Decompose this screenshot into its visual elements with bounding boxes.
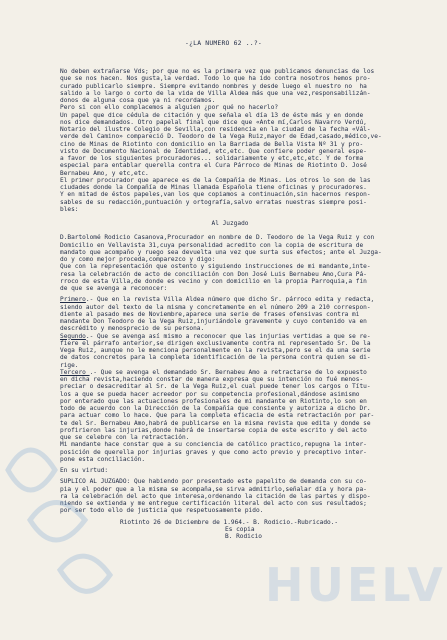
text-line: que se celebre con la retractación. [60, 434, 190, 441]
text-line: por ser todo ello de justicia que respetuosamente pido. [60, 507, 264, 515]
text-line: todo de acuerdo con la Dirección de la Compañía que consiente y autoriza a dicho Dr. [60, 405, 371, 412]
text-line: posición de querella por injurias graves y que como acto previo y preceptivo inter- [60, 448, 367, 456]
text-line: ra la celebración del acto que interesa,ordenando la citación de las partes y dispo- [60, 492, 371, 500]
text-line: pia y el poder que a la misma se acompaña,se sirva admitirlo,señalar día y hora pa- [60, 485, 367, 493]
text-line: de datos concretos para la completa identificación de la persona contra quien se di- [60, 354, 371, 362]
text-line: No deben extrañarse Vds; por que no es la primera vez que publicamos denuncias de los [60, 68, 375, 75]
text-line: los a que se pueda hacer acreedor por su competencia profesional,dándose asimismo [60, 390, 360, 398]
section-heading: Al Juzgado [211, 220, 249, 227]
text-line: donos de alguna cosa que ya ni recordamos. [60, 97, 216, 104]
text-line: bles: [60, 205, 79, 213]
text-line: El primer procurador que aparece es de la Compañía de Minas. Los otros lo son de las [60, 176, 371, 184]
text-line-segundo: Segundo.- Que se avenga así mismo a reconocer que las injurias vertidas a que se re- [60, 332, 371, 340]
text-line: Domicilio en Vellavista 31,cuya personalidad acredito con la copia de escritura de [60, 241, 364, 249]
text-line: En su virtud: [60, 467, 109, 474]
text-line: mandante Don Teodoro de la Vega Ruiz,injuriándole gravemente y cuyo contenido va en [60, 318, 367, 325]
text-line: Pero si con ello complacemos a alguien ¿por qué no hacerlo? [60, 104, 279, 112]
text-line: mandato que acompaño y ruego sea devuelta una vez que surta sus efectos; ante el Juzga- [60, 248, 382, 256]
text-line: Y en mitad de éstos papeles,van los que copiamos a continuación,sin hacernos respon- [60, 191, 371, 199]
text-line: sables de su redacción,puntuación y ortografía,salvo erratas nuestras siempre posi- [60, 198, 367, 206]
text-line: curado publicarlo siempre. Siempre evitando nombres y desde luego el nuestro no ha [60, 82, 367, 90]
text-line: diente al pasado mes de Noviembre,aparece una serie de frases ofensivas contra mi [60, 310, 360, 318]
text-line: D.Bartolomé Rodicio Casanova,Procurador en nombre de D. Teodoro de la Vega Ruiz y con [60, 234, 375, 242]
text-line: a favor de los siguientes procuradores... solidariamente y etc,etc,etc. Y de forma [60, 155, 364, 162]
text-line: Un papel que dice cédula de citación y que señala el día 13 de éste más y en donde [60, 111, 364, 119]
text-line: te del Sr. Bernabeu Amo,habrá de publicarse en la misma revista que edita y donde se [60, 419, 371, 427]
text-line: especial para entablar querella contra el Cura Párroco de Minas de Riotinto D. José [60, 162, 367, 170]
text-line: cino de Minas de Riotinto con domicilio en la Barriada de Bella Vista Nº 31 y pro- [60, 140, 364, 148]
text-line: profirieron las injurias,donde habrá de insertarse copia de este escrito y del acto [60, 426, 367, 434]
text-line: que se nos hacen. Nos gusta,la verdad. Todo lo que ha ido contra nosotros hemos pro- [60, 75, 371, 83]
blank-line [60, 213, 400, 220]
text-line: en dicha revista,haciendo constar de manera expresa que su intención no fué menos- [60, 376, 364, 383]
text-line: resa la celebración de acto de conciliación con Don José Luis Bernabeu Amo,Cura Pá- [60, 270, 367, 278]
text-line: rroco de esta Villa,de donde es vecino y con domicilio en la propia Parroquia,a fin [60, 277, 367, 285]
text-line-primero: Primero.- Que en la revista Villa Aldea número que dicho Sr. párroco edita y redacta, [60, 296, 375, 304]
text-line: rige. [60, 361, 79, 369]
text-line: Que con la representación que ostento y siguiendo instrucciones de mi mandante,inte- [60, 263, 371, 271]
text-line: ciudades donde la Compañía de Minas llamada Española tiene oficinas y procuradores. [60, 184, 367, 191]
text-line: fiere el párrafo anterior,se dirigen exclusivamente contra mi representado Sr. De la [60, 339, 371, 347]
text-line: Notario del ilustre Colegio de Sevilla,con residencia en la ciudad de la fecha «Vál- [60, 126, 371, 133]
signature-date-line: Riotinto 26 de Diciembre de 1.964.- B. Rodicio.-Rubricado.- [120, 518, 339, 526]
signature-name: B. Rodicio [225, 533, 262, 540]
text-line: visto de Documento Nacional de Identidad, etc,etc. Que confiere poder general espe- [60, 147, 367, 155]
text-line: SUPLICO AL JUZGADO: Que habiendo por presentado este papelito de demanda con su co- [60, 478, 367, 486]
text-line: nos dice demandados. Otro papelal final que dice que «Ante mí,Carlos Navarro Verdú, [60, 118, 367, 126]
text-line: do y como mejor proceda,comparezco y digo: [60, 256, 216, 263]
text-line: Bernabeu Amo, y etc,etc. [60, 169, 149, 177]
text-line: salido a lo largo o corto de la vida de Villa Aldea más que una vez,responsabilizán- [60, 89, 371, 97]
text-line: por enterado que las actuaciones profesionales de mi mandante en Riotinto,lo son en [60, 397, 367, 405]
text-line: preciar o desacreditar al Sr. de la Vega Ruiz,el cual puede tener los cargos o Títu- [60, 383, 371, 391]
text-line: pone esta conciliación. [60, 455, 146, 463]
text-line: Mi mandante hace constar que a su conciencia de católico practico,repugna la inter- [60, 441, 367, 449]
text-line: descrédito y menosprecio de su persona. [60, 325, 205, 333]
watermark-text: HUELV [265, 558, 446, 612]
text-line: verde del Camino» compareció D. Teodoro de la Vega Ruiz,mayor de Edad,casado,médico,ve- [60, 133, 382, 141]
document-body [60, 68, 400, 540]
text-line-tercero: Tercero .- Que se avenga el demandado Sr. Bernabeu Amo a retractarse de lo expuesto [60, 368, 367, 376]
copy-note: Es copia [225, 525, 255, 533]
text-line: niendo se extienda y me entregue certificación literal del acto con sus resultados; [60, 500, 367, 507]
text-line: Vega Ruiz, aunque no le menciona personalmente en la revista,pero se el da una serie [60, 347, 371, 354]
text-line: siendo autor del texto de la misma y concretamente en el número 209 a 210 correspon- [60, 303, 371, 311]
text-line: de que se avenga a reconocer: [60, 285, 168, 292]
page-header: -¿LA NUMERO 62 ..?- [185, 39, 262, 47]
text-line: para actuar como lo hace. Que para la completa eficacia de esta retractación por par- [60, 412, 375, 420]
